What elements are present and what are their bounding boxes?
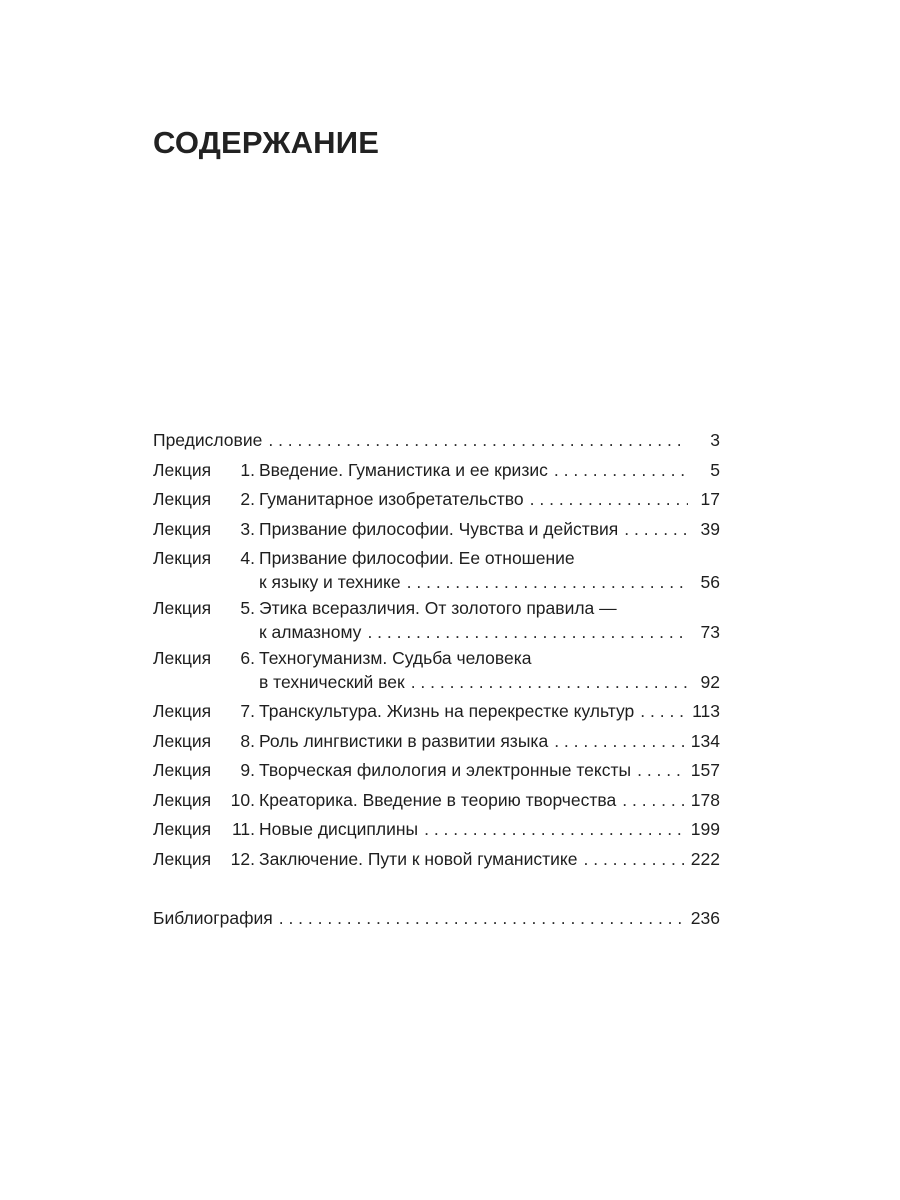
toc-page-number: 199 <box>690 819 720 839</box>
toc-page-number: 222 <box>690 848 720 869</box>
dot-leader <box>418 815 685 845</box>
toc-entry-lecture[interactable] <box>153 647 720 694</box>
toc-entry-title: Творческая филология и электронные тексты <box>259 760 632 780</box>
toc-entry-title-continuation: в технический век <box>259 671 405 692</box>
toc-entry-lecture[interactable] <box>153 756 720 786</box>
dot-leader <box>578 845 685 875</box>
toc-entry-lecture[interactable] <box>153 597 720 644</box>
toc-page-number: 157 <box>690 760 720 780</box>
toc-entry-bibliography[interactable] <box>153 904 720 934</box>
toc-page-number: 5 <box>710 459 720 480</box>
toc-page-number: 236 <box>690 908 720 928</box>
toc-page-number: 113 <box>692 701 720 721</box>
toc-entry-lecture[interactable] <box>153 485 720 515</box>
lecture-label: Лекция <box>153 489 212 509</box>
toc-entry-lecture[interactable] <box>153 845 720 875</box>
toc-entry-title: Техногуманизм. Судьба человека <box>259 648 532 668</box>
toc-entry-title: Призвание философии. Ее отношение <box>259 548 575 568</box>
lecture-label: Лекция <box>153 848 212 869</box>
lecture-label: Лекция <box>153 598 212 618</box>
lecture-label: Лекция <box>153 730 212 751</box>
toc-entry-lecture[interactable] <box>153 547 720 594</box>
dot-leader <box>634 697 686 727</box>
toc-entry-title: Призвание философии. Чувства и действия <box>259 518 619 539</box>
toc-page-number: 3 <box>710 430 720 450</box>
toc-entry-title: Предисловие <box>153 430 263 450</box>
toc-entry-lecture[interactable] <box>153 786 720 816</box>
lecture-number: 7. <box>240 701 255 721</box>
section-gap <box>153 874 720 904</box>
dot-leader <box>361 621 688 645</box>
toc-entry-title: Роль лингвистики в развитии языка <box>259 730 549 751</box>
toc-page-number: 178 <box>690 789 720 810</box>
dot-leader <box>631 756 685 786</box>
toc-entry-lecture[interactable] <box>153 727 720 757</box>
toc-entry-lecture[interactable] <box>153 815 720 845</box>
lecture-number: 3. <box>240 518 255 539</box>
lecture-number: 10. <box>230 789 255 810</box>
lecture-number: 9. <box>240 760 255 780</box>
toc-entry-title: Заключение. Пути к новой гуманистике <box>259 848 578 869</box>
toc-entry-title: Креаторика. Введение в теорию творчества <box>259 789 617 810</box>
dot-leader <box>548 456 688 486</box>
toc-entry-title-continuation: к алмазному <box>259 621 362 642</box>
lecture-number: 5. <box>240 598 255 618</box>
lecture-number: 6. <box>240 648 255 668</box>
toc-entry-title: Транскультура. Жизнь на перекрестке культур <box>259 701 635 721</box>
dot-leader <box>262 426 688 456</box>
lecture-label: Лекция <box>153 459 212 480</box>
toc-page-number: 17 <box>700 489 720 509</box>
toc-entry-preface[interactable] <box>153 426 720 456</box>
lecture-label: Лекция <box>153 701 212 721</box>
toc-entry-title: Этика всеразличия. От золотого правила — <box>259 598 617 618</box>
toc-page-number: 56 <box>700 571 720 592</box>
dot-leader <box>405 671 688 695</box>
lecture-label: Лекция <box>153 819 212 839</box>
dot-leader <box>524 485 688 515</box>
lecture-label: Лекция <box>153 760 212 780</box>
lecture-number: 1. <box>240 459 255 480</box>
lecture-list <box>153 456 720 875</box>
toc-page-number: 134 <box>690 730 720 751</box>
toc-entry-title-continuation: к языку и технике <box>259 571 401 592</box>
dot-leader <box>401 571 688 595</box>
toc-entry-lecture[interactable] <box>153 456 720 486</box>
lecture-number: 8. <box>240 730 255 751</box>
page-title: СОДЕРЖАНИЕ <box>153 125 380 160</box>
lecture-label: Лекция <box>153 648 212 668</box>
lecture-number: 11. <box>231 819 255 839</box>
lecture-label: Лекция <box>153 789 212 810</box>
toc-entry-title: Введение. Гуманистика и ее кризис <box>259 459 548 480</box>
dot-leader <box>616 786 685 816</box>
lecture-label: Лекция <box>153 518 212 539</box>
lecture-number: 2. <box>240 489 255 509</box>
lecture-number: 12. <box>230 848 255 869</box>
toc-entry-title: Новые дисциплины <box>259 819 419 839</box>
toc-page-number: 39 <box>700 518 720 539</box>
toc-page-number: 73 <box>700 621 720 642</box>
toc-page-number: 92 <box>700 671 720 692</box>
toc-entry-lecture[interactable] <box>153 697 720 727</box>
lecture-label: Лекция <box>153 548 212 568</box>
toc-entry-title: Гуманитарное изобретательство <box>259 489 524 509</box>
dot-leader <box>273 904 685 934</box>
toc-entry-lecture[interactable] <box>153 515 720 545</box>
lecture-number: 4. <box>240 548 255 568</box>
dot-leader <box>548 727 685 757</box>
table-of-contents <box>153 426 720 934</box>
dot-leader <box>618 515 688 545</box>
toc-entry-title: Библиография <box>153 908 273 928</box>
